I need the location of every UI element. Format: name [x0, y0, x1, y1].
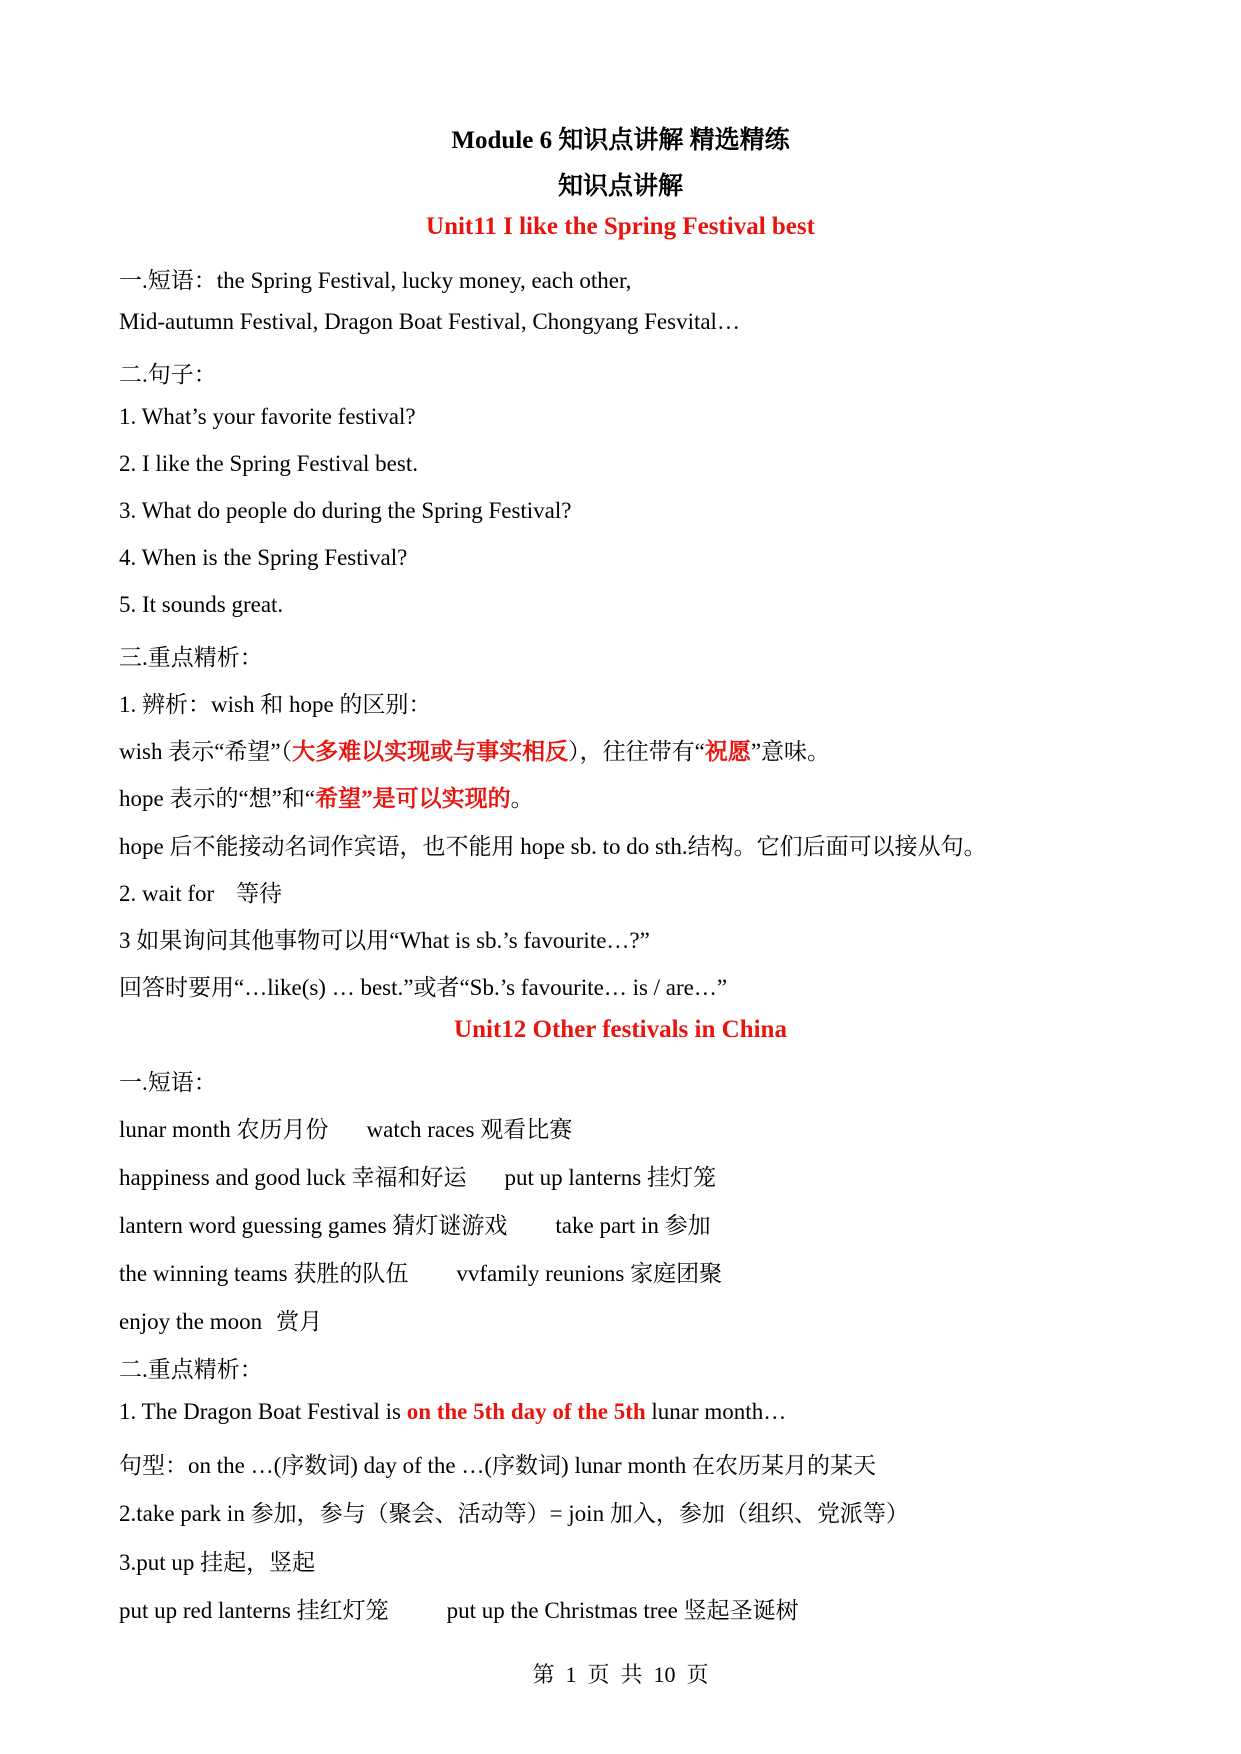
hope-explanation — [119, 780, 534, 813]
phrase-item: vvfamily reunions 家庭团聚 — [456, 1261, 723, 1286]
hope-note: hope 后不能接动名词作宾语，也不能用 hope sb. to do sth.结构。它们后面可以接从句。 — [119, 834, 987, 859]
example-item: put up the Christmas tree 竖起圣诞树 — [446, 1598, 799, 1623]
phrase-item: the winning teams 获胜的队伍 — [119, 1261, 409, 1286]
wish-explanation — [119, 733, 830, 766]
unit11-sentences-label: 二.句子： — [119, 362, 217, 387]
phrase-item: put up lanterns 挂灯笼 — [504, 1165, 716, 1190]
phrase-item: lantern word guessing games 猜灯谜游戏 — [119, 1213, 508, 1238]
document-title: Module 6 知识点讲解 精选精练 — [451, 127, 790, 154]
wish-text-a: wish 表示“希望”（ — [119, 739, 293, 764]
unit12-phrases-label: 一.短语： — [119, 1070, 217, 1095]
point3-line1: 3 如果询问其他事物可以用“What is sb.’s favourite…?” — [119, 928, 650, 953]
phrase-item: take part in 参加 — [555, 1213, 711, 1238]
hope-highlight: 希望”是可以实现的 — [315, 786, 511, 811]
wish-highlight-b: 祝愿 — [704, 739, 751, 764]
p1-highlight: on the 5th day of the 5th — [406, 1399, 646, 1424]
sentence-item: 1. What’s your favorite festival? — [119, 404, 416, 429]
point2-cn: 等待 — [236, 881, 283, 906]
point3-line2: 回答时要用“…like(s) … best.”或者“Sb.’s favourite… is / are…” — [119, 975, 728, 1000]
dragon-boat-point — [119, 1399, 786, 1425]
point2 — [119, 875, 282, 908]
phrase-row — [119, 1111, 572, 1144]
example-item: put up red lanterns 挂红灯笼 — [119, 1598, 389, 1623]
put-up-point: 3.put up 挂起，竖起 — [119, 1550, 316, 1575]
p1-text-c: lunar month… — [645, 1399, 787, 1424]
unit11-phrases-line1 — [119, 262, 631, 295]
unit12-heading: Unit12 Other festivals in China — [454, 1016, 787, 1043]
phrase-item: happiness and good luck 幸福和好运 — [119, 1165, 467, 1190]
point1-title: 1. 辨析：wish 和 hope 的区别： — [119, 692, 432, 717]
phrases-label: 一.短语： — [119, 268, 217, 293]
hope-text-a: hope 表示的“想”和“ — [119, 786, 316, 811]
phrases-text: the Spring Festival, lucky money, each other, — [216, 268, 632, 293]
unit11-heading: Unit11 I like the Spring Festival best — [426, 213, 815, 240]
take-part-in-point: 2.take park in 参加，参与（聚会、活动等）= join 加入，参加（组织、党派等） — [119, 1501, 909, 1526]
phrase-item: watch races 观看比赛 — [366, 1117, 573, 1142]
phrase-item: enjoy the moon — [119, 1309, 263, 1334]
put-up-examples — [119, 1592, 799, 1625]
wish-highlight-a: 大多难以实现或与事实相反 — [292, 739, 569, 764]
wish-text-c: ），往往带有“ — [568, 739, 705, 764]
point2-en: 2. wait for — [119, 881, 215, 906]
sentence-item: 5. It sounds great. — [119, 592, 284, 617]
wish-text-e: ”意味。 — [750, 739, 831, 764]
page-number: 第 1 页 共 10 页 — [532, 1662, 709, 1687]
p1-text-a: 1. The Dragon Boat Festival is — [119, 1399, 407, 1424]
sentence-item: 2. I like the Spring Festival best. — [119, 451, 418, 476]
unit11-key-points-label: 三.重点精析： — [119, 645, 263, 670]
sentence-pattern: 句型：on the …(序数词) day of the …(序数词) lunar month 在农历某月的某天 — [119, 1453, 876, 1478]
hope-text-c: 。 — [510, 786, 534, 811]
phrase-item: 赏月 — [276, 1309, 323, 1334]
phrase-item: lunar month 农历月份 — [119, 1117, 329, 1142]
phrase-row — [119, 1303, 322, 1336]
unit12-key-points-label: 二.重点精析： — [119, 1357, 263, 1382]
phrase-row — [119, 1207, 711, 1240]
unit11-phrases-line2: Mid-autumn Festival, Dragon Boat Festival, Chongyang Fesvital… — [119, 309, 740, 334]
phrase-row — [119, 1255, 722, 1288]
document-subtitle: 知识点讲解 — [557, 173, 683, 200]
sentence-item: 4. When is the Spring Festival? — [119, 545, 408, 570]
sentence-item: 3. What do people do during the Spring Festival? — [119, 498, 572, 523]
phrase-row — [119, 1159, 716, 1192]
